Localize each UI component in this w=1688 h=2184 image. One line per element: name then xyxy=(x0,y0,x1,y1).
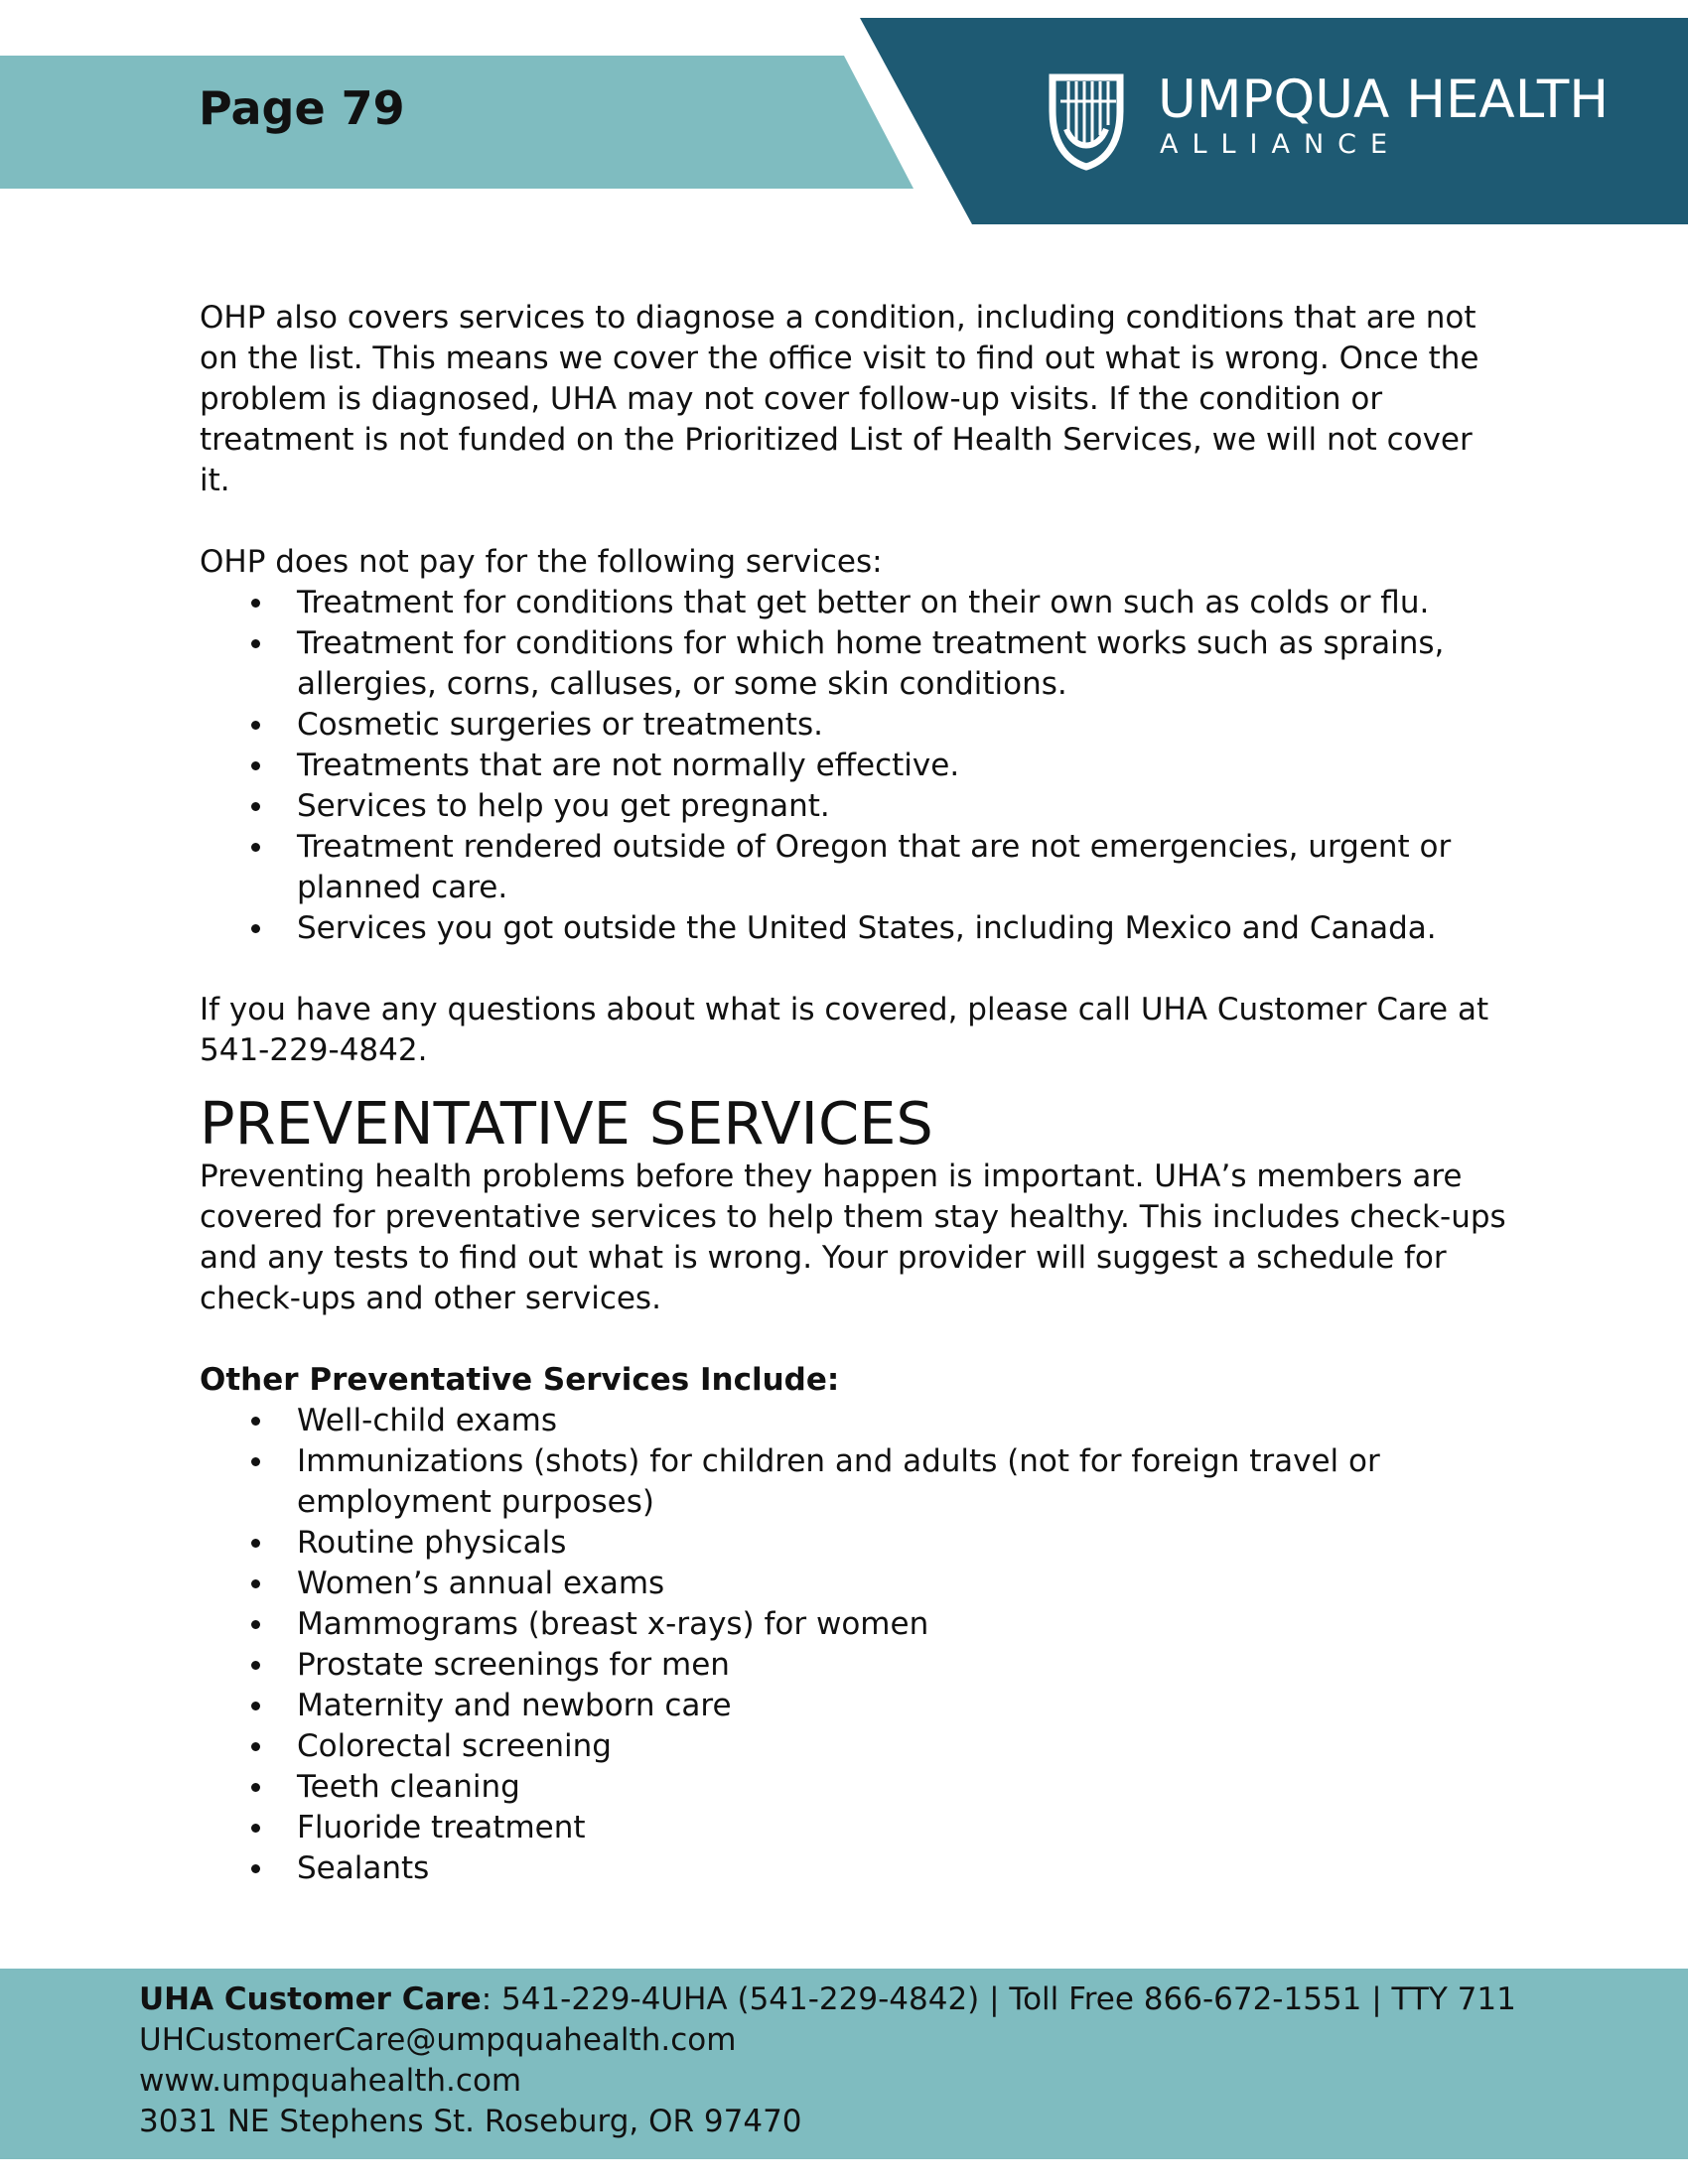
list-item: Sealants xyxy=(200,1848,1510,1889)
list-item: Fluoride treatment xyxy=(200,1808,1510,1848)
list-item: Mammograms (breast x-rays) for women xyxy=(200,1604,1510,1645)
footer-phone-numbers: : 541-229-4UHA (541-229-4842) | Toll Free 866-672-1551 | TTY 711 xyxy=(481,1981,1516,2017)
list-item: Routine physicals xyxy=(200,1523,1510,1564)
list-item: Services you got outside the United States, including Mexico and Canada. xyxy=(200,908,1510,949)
uha-shield-logo-icon xyxy=(1047,71,1166,173)
preventative-subhead: Other Preventative Services Include: xyxy=(200,1362,840,1398)
list-item: Treatment for conditions for which home treatment works such as sprains, allergies, corns, calluses, or some skin conditions. xyxy=(200,623,1510,705)
list-item: Treatments that are not normally effective. xyxy=(200,746,1510,786)
list-item: Services to help you get pregnant. xyxy=(200,786,1510,827)
header-band-light xyxy=(0,56,914,189)
section-title: PREVENTATIVE SERVICES xyxy=(200,1089,933,1158)
footer-website-link[interactable]: www.umpquahealth.com xyxy=(139,2063,522,2099)
list-item: Treatment for conditions that get better on their own such as colds or flu. xyxy=(200,583,1510,623)
list-item: Prostate screenings for men xyxy=(200,1645,1510,1686)
list-item: Well-child exams xyxy=(200,1401,1510,1441)
preventative-list xyxy=(200,1401,1510,1889)
list-item: Maternity and newborn care xyxy=(200,1686,1510,1726)
page-content xyxy=(200,298,1510,1889)
footer-contact xyxy=(139,1979,1516,2142)
list-item: Women’s annual exams xyxy=(200,1564,1510,1604)
intro-paragraph: OHP also covers services to diagnose a condition, including conditions that are not on the list. This means we cover the office visit to find out what is wrong. Once the problem is diagnosed, UHA may not cover follow-up visits. If the condition or treatment is not funded on the Prioritized List of Health Services, we will not cover it. xyxy=(200,300,1479,498)
list-item: Treatment rendered outside of Oregon that are not emergencies, urgent or planned care. xyxy=(200,827,1510,908)
list-item: Colorectal screening xyxy=(200,1726,1510,1767)
footer-email-link[interactable]: UHCustomerCare@umpquahealth.com xyxy=(139,2022,737,2058)
brand-name: UMPQUA HEALTH xyxy=(1158,69,1610,130)
footer-address: 3031 NE Stephens St. Roseburg, OR 97470 xyxy=(139,2104,802,2139)
footer-care-label: UHA Customer Care xyxy=(139,1981,482,2017)
preventative-paragraph: Preventing health problems before they happen is important. UHA’s members are covered for preventative services to help them stay healthy. This includes check-ups and any tests to find out what is wrong. Your provider will suggest a schedule for check-ups and other services. xyxy=(200,1159,1506,1316)
page-number: Page 79 xyxy=(199,81,405,135)
not-covered-list xyxy=(200,583,1510,949)
list-item: Immunizations (shots) for children and adults (not for foreign travel or employment purposes) xyxy=(200,1441,1510,1523)
footer-care-line xyxy=(139,1979,1516,2020)
list-item: Teeth cleaning xyxy=(200,1767,1510,1808)
brand-subtitle: ALLIANCE xyxy=(1160,129,1402,160)
not-covered-lead: OHP does not pay for the following services: xyxy=(200,544,883,580)
questions-paragraph: If you have any questions about what is covered, please call UHA Customer Care at 541-229-4842. xyxy=(200,992,1489,1068)
list-item: Cosmetic surgeries or treatments. xyxy=(200,705,1510,746)
